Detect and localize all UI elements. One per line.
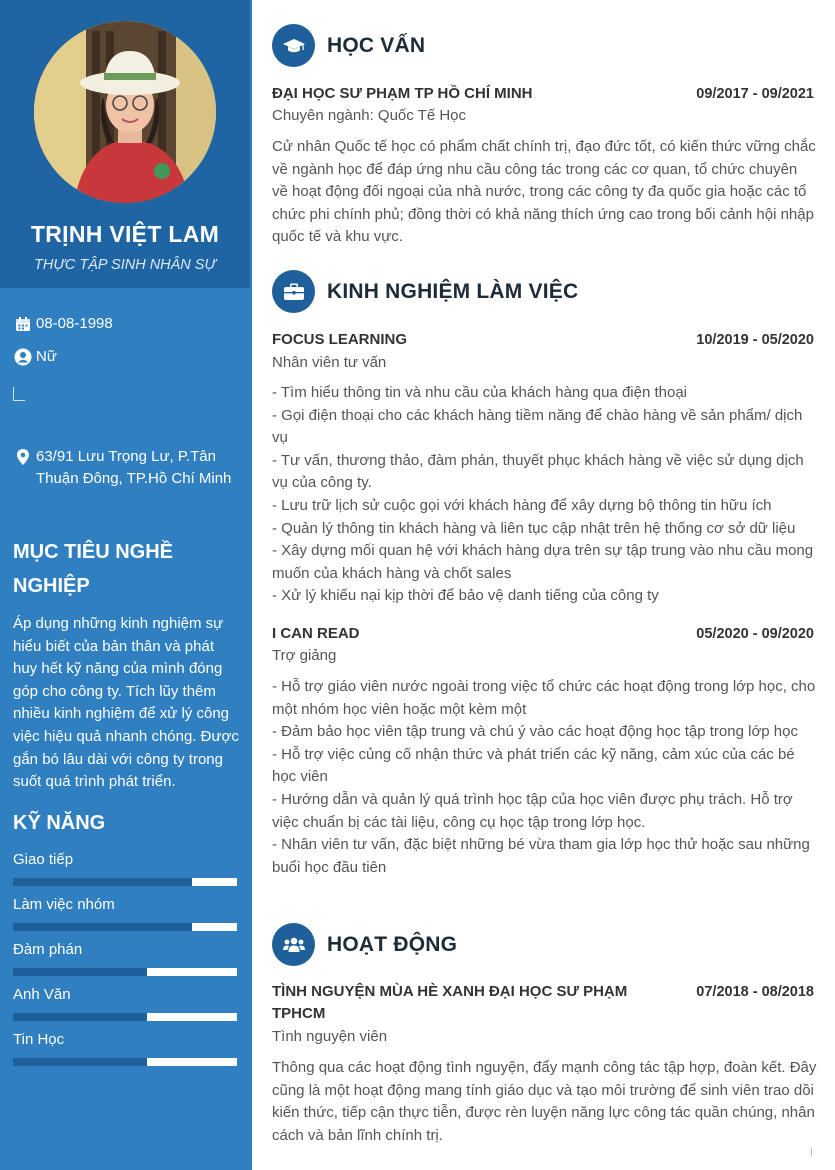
activities-section-header xyxy=(272,923,457,966)
experience-heading: KINH NGHIỆM LÀM VIỆC xyxy=(327,279,579,303)
job-company: FOCUS LEARNING xyxy=(272,331,407,348)
skill-item xyxy=(13,940,237,960)
skill-bar xyxy=(13,923,237,931)
objective-text: Áp dụng những kinh nghiệm sự hiểu biết của bản thân và phát huy hết kỹ năng của mình đóng góp cho công ty. Tích lũy thêm nhiều kinh nghiệm để xử lý công việc hiệu quả nhanh chóng. Được gắn bó lâu dài với công ty trong suốt quá trình phát triển. xyxy=(13,615,239,791)
activity-role: Tình nguyện viên xyxy=(272,1028,388,1045)
job-duty-item: - Hỗ trợ giáo viên nước ngoài trong việc tổ chức các hoạt động trong lớp học, cho một nhóm học viên hoặc một kèm một xyxy=(272,678,816,718)
job-duty-item: - Tìm hiểu thông tin và nhu cầu của khách hàng qua điện thoại xyxy=(272,384,688,401)
avatar xyxy=(34,21,216,203)
birthday-text: 08-08-1998 xyxy=(36,315,113,332)
education-description: Cử nhân Quốc tế học có phẩm chất chính trị, đạo đức tốt, có kiến thức vững chắc về ngành học để đáp ứng nhu cầu công tác trong các cơ quan, tổ chức chuyên về hoạt động đối ngoại của nhà nước, trong các công ty đa quốc gia hoặc các tổ chức phi chính phủ; đồng thời có khả năng thích ứng cao trong bối cảnh hội nhập quốc tế và khu vực. xyxy=(272,138,816,246)
activity-title: TÌNH NGUYỆN MÙA HÈ XANH ĐẠI HỌC SƯ PHẠM TPHCM xyxy=(272,983,628,1022)
skill-label: Giao tiếp xyxy=(13,851,74,868)
skill-bar-fill xyxy=(13,1013,147,1021)
objective-heading: MỤC TIÊU NGHỀ NGHIỆP xyxy=(13,541,173,597)
job-company: I CAN READ xyxy=(272,625,360,642)
job-duty-item: - Tư vấn, thương thảo, đàm phán, thuyết phục khách hàng về việc sử dụng dịch vụ của công ty. xyxy=(272,451,804,492)
gender-text: Nữ xyxy=(36,348,57,365)
contact-birthday xyxy=(14,313,113,335)
skills-heading: KỸ NĂNG xyxy=(13,812,106,834)
sidebar xyxy=(0,0,252,1170)
map-pin-icon xyxy=(14,448,32,466)
skill-bar xyxy=(13,1013,237,1021)
skill-label: Anh Văn xyxy=(13,986,71,1003)
activity-description: Thông qua các hoạt động tình nguyện, đẩy mạnh công tác tập hợp, đoàn kết. Đây cũng là một hoạt động mang tính giáo dục và tạo môi trường để sinh viên trao dồi kiến thức, tiếp cận thực tiễn, được rèn luyện năng lực công tác quần chúng, nhân cách và bản lĩnh chính trị. xyxy=(272,1059,817,1144)
activity-date: 07/2018 - 08/2018 xyxy=(696,984,814,1000)
skill-item xyxy=(13,985,237,1005)
job-duty-item: - Hỗ trợ việc củng cố nhận thức và phát triển các kỹ năng, cảm xúc của các bé học viên xyxy=(272,745,795,786)
experience-section-header xyxy=(272,270,578,313)
job-duties xyxy=(272,382,817,608)
skill-bar-fill xyxy=(13,923,192,931)
users-icon xyxy=(272,923,315,966)
activities-heading: HOẠT ĐỘNG xyxy=(327,932,458,956)
job-duty-item: - Nhân viên tư vấn, đặc biệt những bé vừa tham gia lớp học thử hoặc sau những buổi học đầu tiên xyxy=(272,836,810,876)
page-edge-mark xyxy=(811,1148,812,1156)
school-name: ĐẠI HỌC SƯ PHẠM TP HỒ CHÍ MINH xyxy=(272,85,533,102)
job-duty-item: - Lưu trữ lịch sử cuộc gọi với khách hàng để xây dựng bộ thông tin hữu ích xyxy=(272,496,772,514)
job-duty-item: - Hướng dẫn và quản lý quá trình học tập của học viên được phụ trách. Hỗ trợ việc chuẩn bị các tài liệu, công cụ học tập trong lớp học. xyxy=(272,790,793,831)
education-section-header xyxy=(272,24,425,67)
job-date: 10/2019 - 05/2020 xyxy=(696,332,814,348)
skill-bar-fill xyxy=(13,878,192,886)
contact-gender xyxy=(14,346,57,368)
job-duty-item: - Xây dựng mối quan hệ với khách hàng dựa trên sự tập trung vào nhu cầu mong muốn của khách hàng và chốt sales xyxy=(272,542,814,582)
skill-bar xyxy=(13,878,237,886)
graduation-cap-icon xyxy=(272,24,315,67)
job-duties xyxy=(272,676,817,879)
skill-label: Tin Học xyxy=(13,1031,65,1048)
skill-label: Đàm phán xyxy=(13,941,83,958)
job-duty-item: - Gọi điện thoại cho các khách hàng tiềm năng để chào hàng về sản phẩm/ dịch vụ xyxy=(272,406,803,447)
skill-bar-fill xyxy=(13,968,147,976)
full-name: TRỊNH VIỆT LAM xyxy=(30,221,220,247)
job-duty-item: - Xử lý khiếu nại kịp thời để bảo vệ danh tiếng của công ty xyxy=(272,587,659,605)
divider-mark xyxy=(13,387,25,401)
briefcase-icon xyxy=(272,270,315,313)
education-heading: HỌC VẤN xyxy=(327,33,426,57)
skill-item xyxy=(13,1030,237,1050)
calendar-icon xyxy=(14,315,32,333)
job-position: Nhân viên tư vấn xyxy=(272,354,387,371)
job-duty-item: - Quản lý thông tin khách hàng và liên tục cập nhật trên hệ thống cơ sở dữ liệu xyxy=(272,519,796,537)
skill-bar xyxy=(13,968,237,976)
address-text: 63/91 Lưu Trọng Lư, P.Tân Thuận Đông, TP.Hồ Chí Minh xyxy=(36,448,232,487)
profile-header xyxy=(0,0,250,288)
job-position: Trợ giảng xyxy=(272,647,337,664)
job-title: THỰC TẬP SINH NHÂN SỰ xyxy=(34,257,216,273)
user-icon xyxy=(14,348,32,366)
job-duty-item: - Đảm bảo học viên tập trung và chú ý vào các hoạt động học tập trong lớp học xyxy=(272,723,798,741)
skill-bar xyxy=(13,1058,237,1066)
skill-bar-fill xyxy=(13,1058,147,1066)
contact-address xyxy=(14,446,242,490)
job-date: 05/2020 - 09/2020 xyxy=(696,626,814,642)
skill-item xyxy=(13,895,237,915)
profile-photo xyxy=(34,21,216,203)
skill-label: Làm việc nhóm xyxy=(13,896,115,913)
skill-item xyxy=(13,850,237,870)
education-major: Chuyên ngành: Quốc Tế Học xyxy=(272,107,467,124)
education-date: 09/2017 - 09/2021 xyxy=(696,86,814,102)
